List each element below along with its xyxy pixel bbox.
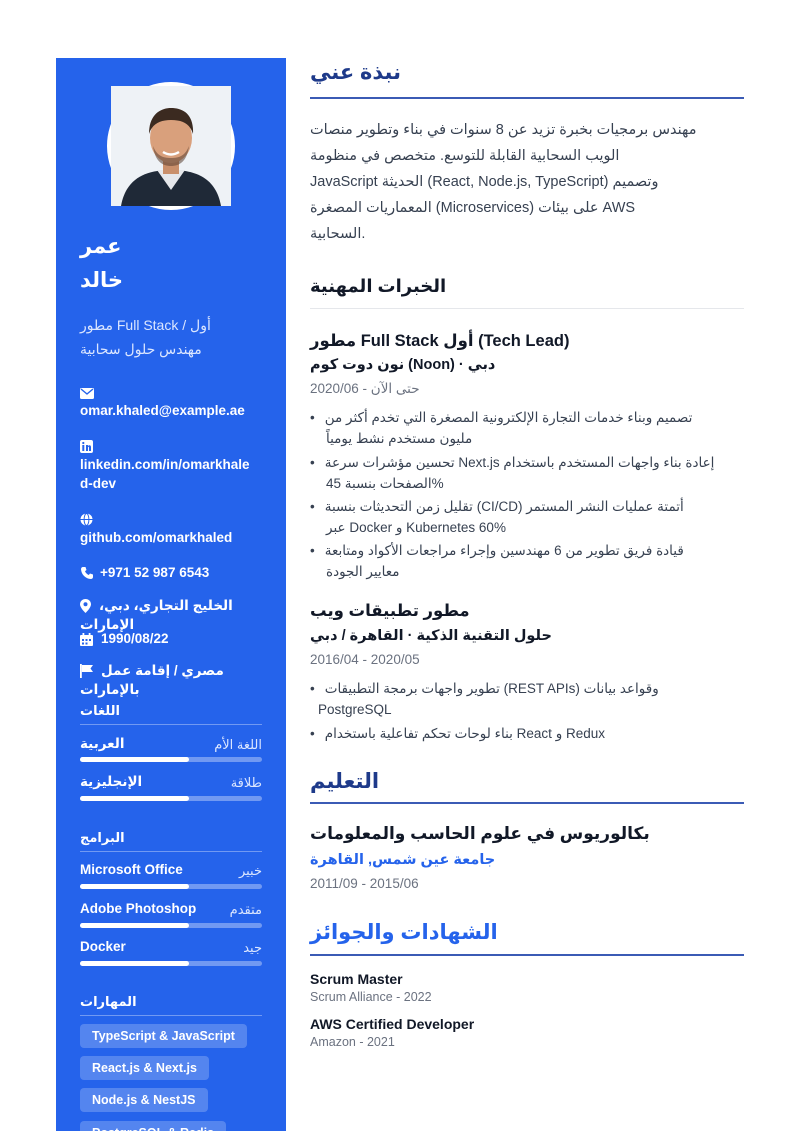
birthdate-item bbox=[80, 629, 270, 648]
linkedin-line-2: d-dev bbox=[80, 476, 117, 491]
job-title: مطور Full Stack أول (Tech Lead) bbox=[310, 332, 570, 350]
bullet-dot: • bbox=[310, 455, 315, 470]
bullet-continuation: الصفحات بنسبة 45% bbox=[326, 476, 444, 491]
experience-heading: الخبرات المهنية bbox=[310, 276, 447, 296]
about-heading-underline bbox=[310, 97, 744, 99]
job-bullet bbox=[310, 678, 740, 720]
job-title bbox=[80, 313, 265, 361]
job-company: حلول التقنية الذكية · القاهرة / دبي bbox=[310, 628, 552, 644]
about-line: JavaScript الحديثة (React, Node.js, TypeScript) وتصميم bbox=[310, 174, 659, 190]
education-dates: 2011/09 - 2015/06 bbox=[310, 876, 419, 891]
skills-divider bbox=[80, 1015, 262, 1016]
name-line-2: خالد bbox=[80, 269, 124, 292]
education-school: جامعة عين شمس, القاهرة bbox=[310, 852, 496, 868]
bullet-continuation: PostgreSQL bbox=[318, 702, 392, 717]
bullet-text: بناء لوحات تحكم تفاعلية باستخدام React و Redux bbox=[324, 726, 605, 741]
software-heading: البرامج bbox=[80, 830, 125, 845]
globe-icon bbox=[80, 513, 93, 526]
linkedin-line-1: linkedin.com/in/omarkhale bbox=[80, 457, 250, 472]
software-bar-docker bbox=[80, 961, 262, 966]
experience-heading-underline bbox=[310, 308, 744, 309]
software-bar-fill bbox=[80, 884, 189, 889]
language-name: الإنجليزية bbox=[80, 774, 143, 789]
profile-photo bbox=[107, 82, 235, 210]
title-line-2: مهندس حلول سحابية bbox=[80, 341, 202, 357]
bullet-dot: • bbox=[310, 543, 315, 558]
language-bar-english bbox=[80, 796, 262, 801]
phone-contact[interactable] bbox=[80, 563, 270, 582]
bullet-text: قيادة فريق تطوير من 6 مهندسين وإجراء مراجعات الأكواد ومتابعة bbox=[324, 543, 684, 558]
phone-icon bbox=[80, 566, 94, 580]
certifications-heading: الشهادات والجوائز bbox=[310, 921, 498, 944]
language-level: اللغة الأم bbox=[214, 737, 262, 752]
skill-chip: React.js & Next.js bbox=[80, 1056, 209, 1080]
bullet-continuation: مليون مستخدم نشط يومياً bbox=[326, 431, 473, 446]
software-bar-office bbox=[80, 884, 262, 889]
bullet-text: تحسين مؤشرات سرعة Next.js إعادة بناء واجهات المستخدم باستخدام bbox=[324, 455, 715, 470]
email-text: omar.khaled@example.ae bbox=[80, 403, 245, 418]
job-dates: 2020/06 - حتى الآن bbox=[310, 381, 420, 396]
certification-meta: Scrum Alliance - 2022 bbox=[310, 990, 432, 1004]
education-heading-underline bbox=[310, 802, 744, 804]
nationality-line-1: مصري / إقامة عمل bbox=[101, 663, 224, 678]
languages-divider bbox=[80, 724, 262, 725]
language-name: العربية bbox=[80, 736, 125, 751]
language-bar-fill bbox=[80, 757, 189, 762]
linkedin-icon bbox=[80, 440, 93, 453]
languages-heading: اللغات bbox=[80, 703, 120, 718]
bullet-continuation: عبر Docker و Kubernetes 60% bbox=[326, 520, 506, 535]
bullet-dot: • bbox=[310, 410, 315, 425]
name-line-1: عمر bbox=[80, 235, 122, 258]
github-contact[interactable] bbox=[80, 513, 270, 547]
job-bullet bbox=[310, 723, 740, 744]
person-name bbox=[80, 230, 260, 298]
about-line: الويب السحابية القابلة للتوسع. متخصص في منظومة bbox=[310, 148, 620, 164]
language-bar-arabic bbox=[80, 757, 262, 762]
about-line: السحابية. bbox=[310, 226, 366, 242]
software-level: خبير bbox=[238, 863, 262, 878]
job-company: نون دوت كوم (Noon) · دبي bbox=[310, 357, 496, 373]
job-bullet bbox=[310, 496, 740, 538]
software-level: جيد bbox=[243, 940, 262, 955]
job-bullet bbox=[310, 407, 740, 449]
github-text: github.com/omarkhaled bbox=[80, 530, 233, 545]
flag-icon bbox=[80, 664, 93, 678]
software-bar-photoshop bbox=[80, 923, 262, 928]
job-dates: 2016/04 - 2020/05 bbox=[310, 652, 420, 667]
title-line-1: مطور Full Stack / أول bbox=[80, 317, 211, 333]
calendar-icon bbox=[80, 633, 93, 646]
email-contact[interactable] bbox=[80, 388, 270, 420]
skill-chip: PostgreSQL & Redis bbox=[80, 1121, 226, 1145]
nationality-item bbox=[80, 661, 270, 699]
location-text: الخليج التجاري، دبي، الإمارات bbox=[80, 598, 233, 632]
sidebar bbox=[56, 58, 286, 1140]
bullet-dot: • bbox=[310, 681, 315, 696]
skill-chip: Node.js & NestJS bbox=[80, 1088, 208, 1112]
certification-name: AWS Certified Developer bbox=[310, 1016, 475, 1032]
phone-text: +971 52 987 6543 bbox=[100, 565, 210, 580]
bullet-text: تقليل زمن التحديثات بنسبة (CI/CD) أتمتة عمليات النشر المستمر bbox=[324, 499, 684, 514]
linkedin-contact[interactable] bbox=[80, 440, 270, 493]
language-bar-fill bbox=[80, 796, 189, 801]
map-pin-icon bbox=[80, 599, 91, 613]
language-level: طلاقة bbox=[230, 775, 262, 790]
about-line: مهندس برمجيات بخبرة تزيد عن 8 سنوات في بناء وتطوير منصات bbox=[310, 122, 697, 138]
certification-meta: Amazon - 2021 bbox=[310, 1035, 395, 1049]
software-name: Microsoft Office bbox=[80, 862, 183, 877]
education-degree: بكالوريوس في علوم الحاسب والمعلومات bbox=[310, 824, 650, 843]
software-bar-fill bbox=[80, 923, 189, 928]
software-bar-fill bbox=[80, 961, 189, 966]
bullet-continuation: معايير الجودة bbox=[326, 564, 400, 579]
birthdate-text: 1990/08/22 bbox=[101, 631, 169, 646]
education-heading: التعليم bbox=[310, 770, 380, 793]
envelope-icon bbox=[80, 388, 94, 399]
bullet-dot: • bbox=[310, 499, 315, 514]
job-bullet bbox=[310, 452, 740, 494]
software-level: متقدم bbox=[229, 902, 262, 917]
certifications-heading-underline bbox=[310, 954, 744, 956]
job-title: مطور تطبيقات ويب bbox=[310, 602, 470, 620]
about-heading: نبذة عني bbox=[310, 61, 401, 84]
job-bullet bbox=[310, 540, 740, 582]
bullet-text: تطوير واجهات برمجة التطبيقات (REST APIs) وقواعد بيانات bbox=[324, 681, 659, 696]
about-line: المعماريات المصغرة (Microservices) على بيئات AWS bbox=[310, 200, 636, 216]
nationality-line-2: بالإمارات bbox=[80, 682, 140, 697]
skill-chip: TypeScript & JavaScript bbox=[80, 1024, 247, 1048]
certification-name: Scrum Master bbox=[310, 971, 403, 987]
bullet-dot: • bbox=[310, 726, 315, 741]
software-name: Docker bbox=[80, 939, 126, 954]
skills-heading: المهارات bbox=[80, 994, 137, 1009]
about-paragraph bbox=[310, 117, 744, 247]
software-name: Adobe Photoshop bbox=[80, 901, 197, 916]
bullet-text: تصميم وبناء خدمات التجارة الإلكترونية المصغرة التي تخدم أكثر من bbox=[324, 410, 693, 425]
software-divider bbox=[80, 851, 262, 852]
